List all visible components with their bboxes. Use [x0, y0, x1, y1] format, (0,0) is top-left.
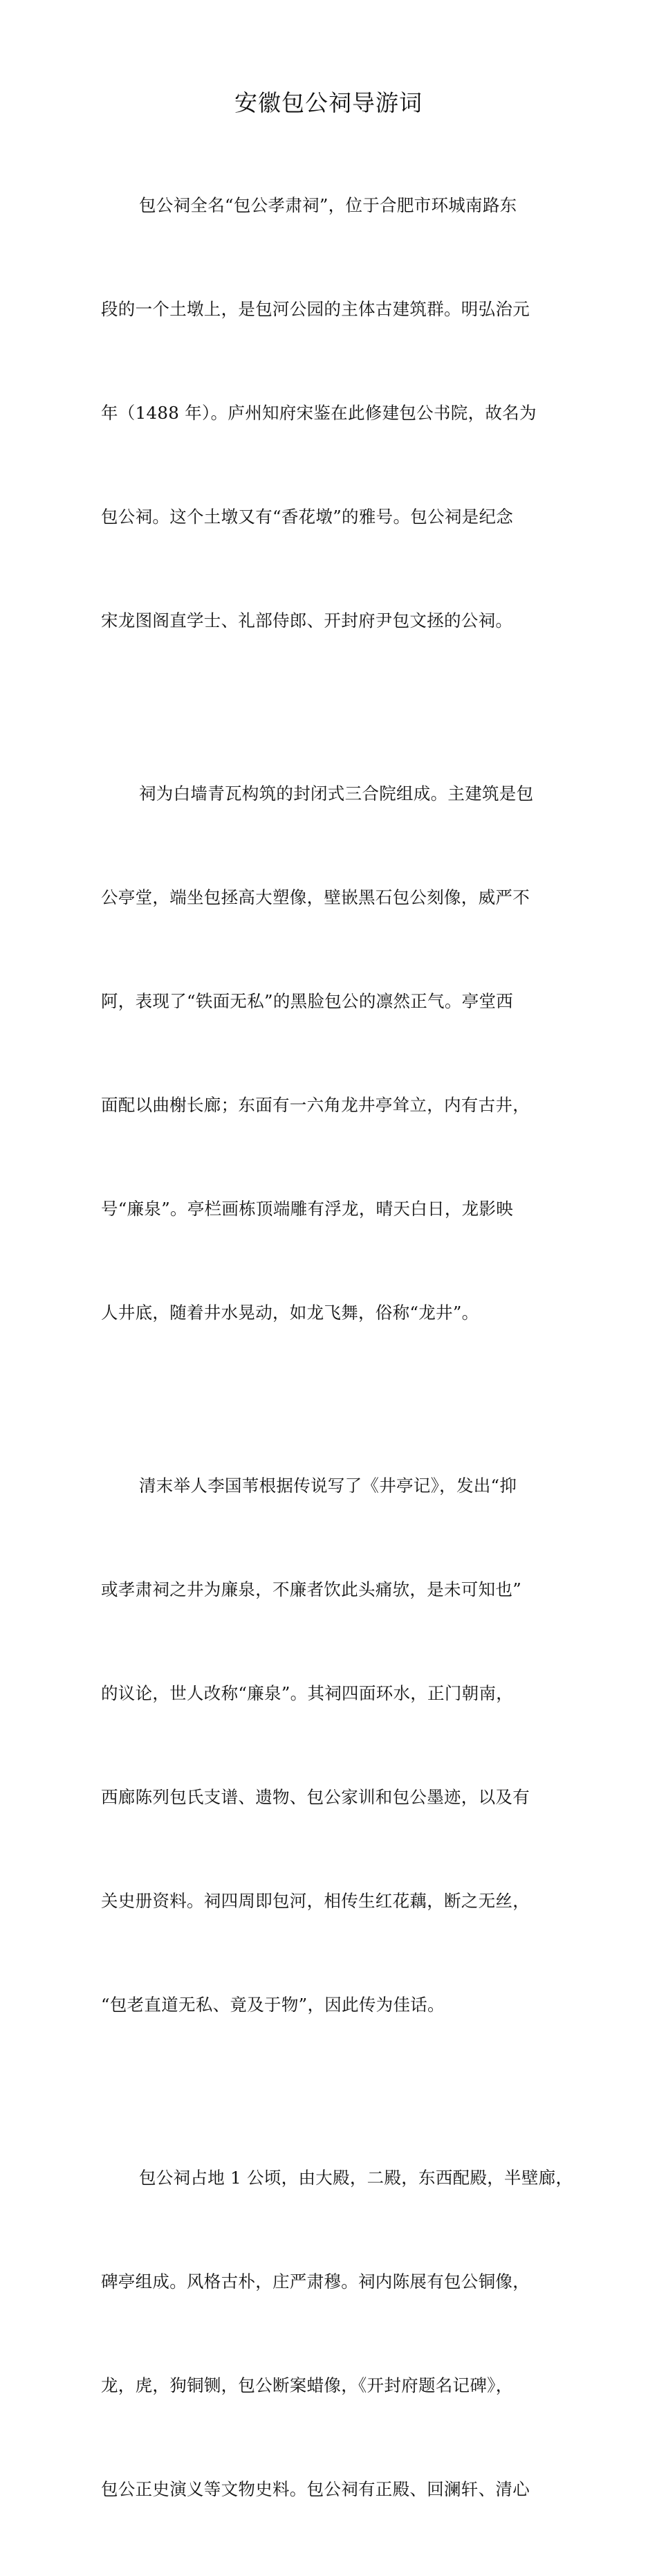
- paragraph-line: 关史册资料。祠四周即包河，相传生红花藕，断之无丝，: [101, 1891, 530, 1911]
- paragraph-line: 宋龙图阁直学士、礼部侍郎、开封府尹包文拯的公祠。: [101, 610, 513, 631]
- paragraph-3: [101, 1399, 571, 2092]
- paragraph-line: 年（1488 年）。庐州知府宋鉴在此修建包公书院，故名为: [101, 403, 537, 423]
- document-body: [101, 119, 571, 2576]
- paragraph-line: 阿，表现了“铁面无私”的黑脸包公的凛然正气。亭堂西: [101, 991, 514, 1011]
- paragraph-line: 包公祠。这个土墩又有“香花墩”的雅号。包公祠是纪念: [101, 507, 514, 527]
- paragraph-line: 段的一个土墩上，是包河公园的主体古建筑群。明弘治元: [101, 299, 530, 319]
- paragraph-line: 包公祠占地 1 公顷，由大殿，二殿，东西配殿，半壁廊，: [139, 2168, 573, 2188]
- paragraph-4: [101, 2092, 571, 2576]
- paragraph-line: 碑亭组成。风格古朴，庄严肃穆。祠内陈展有包公铜像，: [101, 2271, 530, 2292]
- paragraph-line: 包公祠全名“包公孝肃祠”，位于合肥市环城南路东: [139, 195, 517, 215]
- paragraph-line: 或孝肃祠之井为廉泉，不廉者饮此头痛欤，是未可知也”: [101, 1579, 522, 1599]
- paragraph-line: “包老直道无私、竟及于物”，因此传为佳话。: [101, 1995, 445, 2015]
- paragraph-line: 公亭堂，端坐包拯高大塑像，壁嵌黑石包公刻像，威严不: [101, 887, 530, 907]
- paragraph-1: [101, 119, 571, 707]
- paragraph-line: 清末举人李国苇根据传说写了《井亭记》，发出“抑: [139, 1476, 517, 1496]
- paragraph-line: 西廊陈列包氏支谱、遗物、包公家训和包公墨迹，以及有: [101, 1787, 530, 1807]
- paragraph-line: 包公正史演义等文物史料。包公祠有正殿、回澜轩、清心: [101, 2479, 530, 2499]
- paragraph-line: 祠为白墙青瓦构筑的封闭式三合院组成。主建筑是包: [139, 783, 534, 804]
- paragraph-line: 号“廉泉”。亭栏画栋顶端雕有浮龙，晴天白日，龙影映: [101, 1199, 514, 1219]
- paragraph-line: 人井底，随着井水晃动，如龙飞舞，俗称“龙井”。: [101, 1303, 479, 1323]
- paragraph-line: 的议论，世人改称“廉泉”。其祠四面环水，正门朝南，: [101, 1683, 514, 1703]
- page-title: 安徽包公祠导游词: [234, 89, 423, 116]
- paragraph-line: 龙，虎，狗铜铡，包公断案蜡像，《开封府题名记碑》，: [101, 2375, 513, 2395]
- paragraph-line: 面配以曲榭长廊；东面有一六角龙井亭耸立，内有古井，: [101, 1095, 530, 1115]
- paragraph-2: [101, 707, 571, 1399]
